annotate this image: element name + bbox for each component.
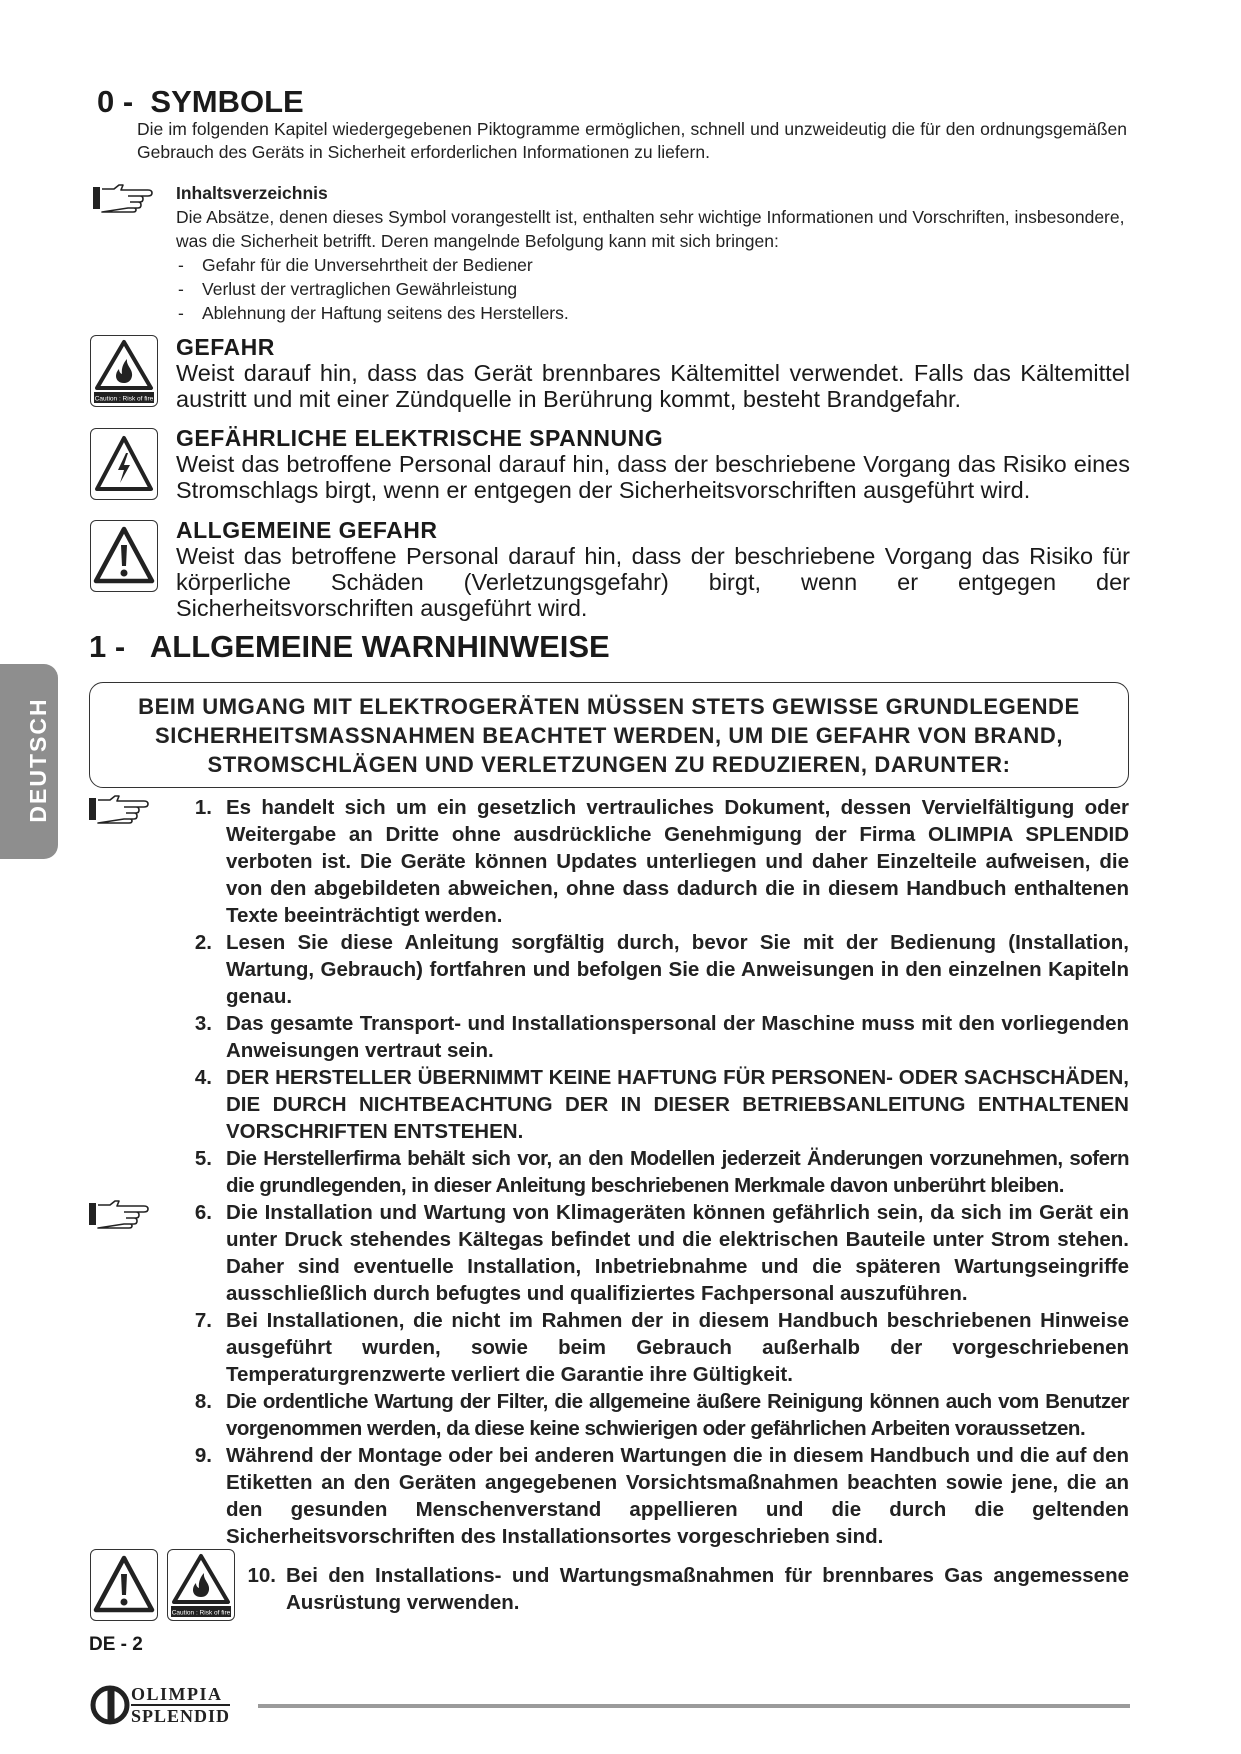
list-item: 5. Die Herstellerfirma behält sich vor, an den Modellen jederzeit Änderungen vorzunehmen, sofern die grundlegenden, in dieser Anleitung beschriebenen Merkmale davon unberührt bleiben.: [194, 1147, 1129, 1197]
list-item: 7. Bei Installationen, die nicht im Rahmen der in diesem Handbuch beschriebenen Hinweise ausgeführt wurden, sowie beim Gebrauch außerhalb der vorgeschriebenen Temperaturgrenzwerte verliert die Garantie ihre Gültigkeit.: [194, 1309, 1129, 1386]
list-item: 9. Während der Montage oder bei anderen Wartungen die in diesem Handbuch und die auf den Etiketten an den Geräten angegebenen Vorsichtsmaßnahmen beachten sowie jene, die an den gesunden Menschenverstand appellieren und die durch die geltenden Sicherheitsvorschriften des Installationsortes vorgeschrieben sind.: [194, 1444, 1129, 1548]
footer-rule: [258, 1704, 1130, 1708]
section-0-heading: [97, 84, 304, 120]
section-0-intro: Die im folgenden Kapitel wiedergegebenen Piktogramme ermöglichen, schnell und unzweideutig die für den ordnungsgemäßen Gebrauch des Geräts in Sicherheit erforderlichen Informationen zu liefern.: [137, 119, 1127, 162]
svg-text:Caution : Risk of fire: Caution : Risk of fire: [94, 395, 154, 403]
symbol-electric-text: Weist das betroffene Personal darauf hin, dass der beschriebene Vorgang das Risiko eines Stromschlags birgt, wenn er entgegen der Sicherheitsvorschriften ausgeführt wird.: [176, 451, 1130, 503]
warning-box: BEIM UMGANG MIT ELEKTROGERÄTEN MÜSSEN STETS GEWISSE GRUNDLEGENDE SICHERHEITSMASSNAHMEN BEACHTET WERDEN, UM DIE GEFAHR VON BRAND, STROMSCHLÄGEN UND VERLETZUNGEN ZU REDUZIEREN, DARUNTER:: [89, 682, 1129, 788]
logo-mark-icon: [89, 1685, 131, 1725]
list-item: - Ablehnung der Haftung seitens des Herstellers.: [178, 303, 569, 323]
list-item: - Verlust der vertraglichen Gewährleistung: [178, 279, 518, 299]
reference-text: Die Absätze, denen dieses Symbol vorangestellt ist, enthalten sehr wichtige Informationen und Vorschriften, insbesondere, was die Sicherheit betrifft. Deren mangelnde Befolgung kann mit sich bringen:: [176, 207, 1125, 251]
symbol-general-title: ALLGEMEINE GEFAHR: [176, 517, 438, 543]
electric-hazard-icon: [90, 428, 158, 500]
svg-text:Caution : Risk of fire: Caution : Risk of fire: [171, 1609, 231, 1617]
list-item: 8. Die ordentliche Wartung der Filter, die allgemeine äußere Reinigung können auch vom Benutzer vorgenommen werden, da diese keine schwierigen oder gefährlichen Arbeiten voraussetzen.: [194, 1390, 1129, 1440]
olimpia-splendid-logo: [89, 1683, 259, 1729]
list-item: 4. DER HERSTELLER ÜBERNIMMT KEINE HAFTUNG FÜR PERSONEN- ODER SACHSCHÄDEN, DIE DURCH NICHTBEACHTUNG DER IN DIESER BETRIEBSANLEITUNG ENTHALTENEN VORSCHRIFTEN ENTSTEHEN.: [194, 1066, 1129, 1143]
fire-hazard-icon: [90, 335, 158, 407]
language-side-label: DEUTSCH: [25, 697, 51, 823]
pointing-hand-icon: [92, 183, 156, 213]
symbol-fire-title: GEFAHR: [176, 334, 275, 360]
list-item: 1. Es handelt sich um ein gesetzlich vertrauliches Dokument, dessen Vervielfältigung oder Weitergabe an Dritte ohne ausdrückliche Genehmigung der Firma OLIMPIA SPLENDID verboten ist. Die Geräte können Updates unterliegen und daher Einzelteile aufweisen, die von den abgebildeten abweichen, ohne dass dadurch die in diesem Handbuch enthaltenen Texte beeinträchtigt werden.: [194, 796, 1129, 927]
logo-line2: SPLENDID: [131, 1706, 231, 1726]
list-item: 3. Das gesamte Transport- und Installationspersonal der Maschine muss mit den vorliegenden Anweisungen vertraut sein.: [194, 1012, 1129, 1062]
fire-hazard-icon: [167, 1549, 235, 1621]
list-item: 6. Die Installation und Wartung von Klimageräten können gefährlich sein, da sich im Gerät ein unter Druck stehendes Kältegas befindet und die elektrischen Bauteile unter Strom stehen. Daher sind eventuelle Installation, Inbetriebnahme und die späteren Wartungseingriffe ausschließlich durch befugtes und qualifiziertes Fachpersonal auszuführen.: [194, 1201, 1129, 1305]
symbol-fire-text: Weist darauf hin, dass das Gerät brennbares Kältemittel verwendet. Falls das Kältemittel austritt und mit einer Zündquelle in Berührung kommt, besteht Brandgefahr.: [176, 360, 1130, 412]
section-1-heading: [89, 629, 610, 665]
list-item: 2. Lesen Sie diese Anleitung sorgfältig durch, bevor Sie mit der Bedienung (Installation, Wartung, Gebrauch) fortfahren und befolgen Sie die Anweisungen in den einzelnen Kapiteln genau.: [194, 931, 1129, 1008]
general-danger-icon: [90, 520, 158, 592]
list-item: 10. Bei den Installations- und Wartungsmaßnahmen für brennbares Gas angemessene Ausrüstung verwenden.: [247, 1564, 1129, 1614]
symbol-electric-title: GEFÄHRLICHE ELEKTRISCHE SPANNUNG: [176, 425, 664, 451]
section-1-number: 1 -: [89, 629, 126, 664]
symbol-fire-block: [176, 335, 1130, 412]
section-1-title: ALLGEMEINE WARNHINWEISE: [149, 629, 610, 664]
symbol-general-block: [176, 518, 1130, 621]
pointing-hand-icon: [88, 794, 152, 824]
logo-line1: OLIMPIA: [131, 1684, 223, 1704]
symbol-general-text: Weist das betroffene Personal darauf hin, dass der beschriebene Vorgang das Risiko für körperliche Schäden (Verletzungsgefahr) birgt, wenn er entgegen der Sicherheitsvorschriften ausgeführt wird.: [176, 543, 1130, 621]
reference-block: [176, 181, 1126, 325]
list-item: - Gefahr für die Unversehrtheit der Bediener: [178, 255, 533, 275]
pointing-hand-icon: [88, 1199, 152, 1229]
symbol-electric-block: [176, 426, 1130, 503]
section-0-number: 0 -: [97, 84, 134, 119]
general-danger-icon: [90, 1549, 158, 1621]
page-number: DE - 2: [89, 1634, 143, 1655]
reference-title: Inhaltsverzeichnis: [176, 183, 328, 203]
section-0-title: SYMBOLE: [150, 84, 304, 119]
